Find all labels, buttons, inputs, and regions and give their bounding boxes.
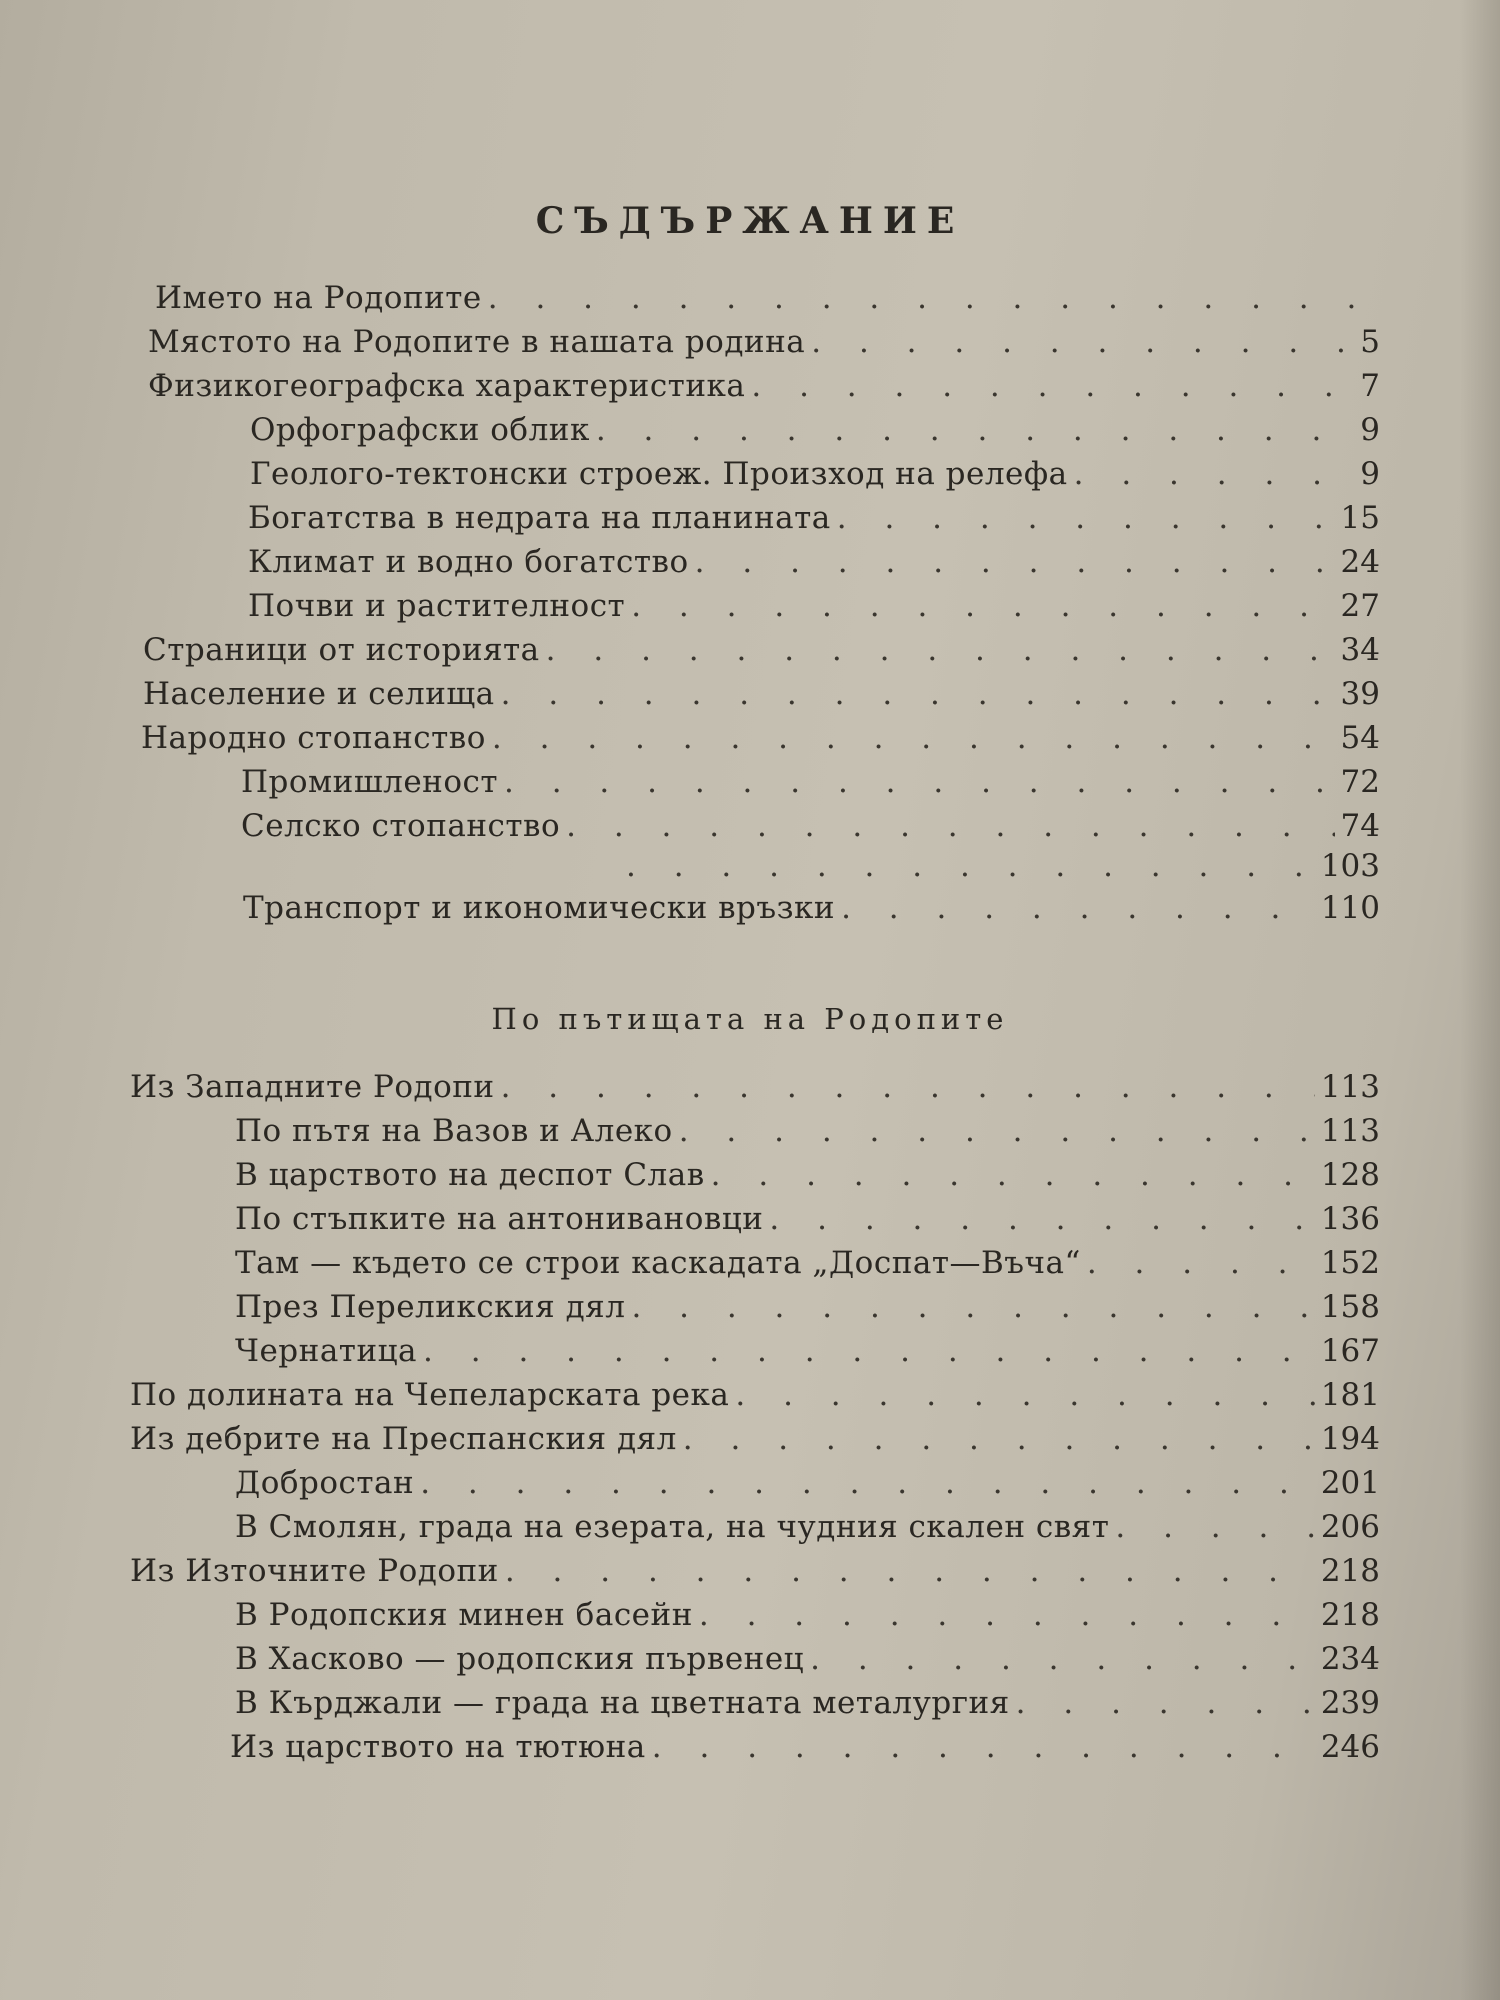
toc-entry[interactable]: [241, 762, 1380, 802]
toc-entry-label: Селско стопанство: [241, 808, 561, 844]
toc-entry-page: 218: [1320, 1553, 1380, 1589]
toc-entry[interactable]: [148, 322, 1380, 362]
toc-entry-label: По долината на Чепеларската река: [130, 1377, 730, 1413]
toc-entry-label: В Кърджали — града на цветната металургия: [235, 1685, 1010, 1721]
toc-entry-label: Из дебрите на Преспанския дял: [130, 1421, 677, 1457]
toc-entry[interactable]: [130, 1067, 1380, 1107]
toc-entry-page: 34: [1340, 632, 1380, 668]
toc-leader-dots: [501, 1067, 1315, 1107]
toc-entry[interactable]: [155, 278, 1380, 318]
toc-leader-dots: [769, 1199, 1314, 1239]
toc-entry-page: 9: [1360, 456, 1380, 492]
toc-entry-label: По пътя на Вазов и Алеко: [235, 1113, 673, 1149]
toc-entry[interactable]: [235, 1287, 1380, 1327]
toc-entry[interactable]: [235, 1199, 1380, 1239]
toc-leader-dots: [546, 630, 1335, 670]
toc-entry-label: Името на Родопите: [155, 280, 482, 316]
toc-entry-label: Геолого-тектонски строеж. Произход на релефа: [250, 456, 1068, 492]
toc-entry[interactable]: [235, 1331, 1380, 1371]
toc-leader-dots: [488, 278, 1354, 318]
toc-entry-page: 74: [1340, 808, 1380, 844]
toc-entry[interactable]: [235, 1463, 1380, 1503]
toc-entry[interactable]: [235, 1243, 1380, 1283]
toc-entry[interactable]: [130, 1419, 1380, 1459]
toc-leader-dots: [735, 1375, 1314, 1415]
toc-entry-page: 72: [1340, 764, 1380, 800]
toc-entry-page: 136: [1320, 1201, 1380, 1237]
toc-leader-dots: [1087, 1243, 1315, 1283]
toc-entry[interactable]: [130, 1551, 1380, 1591]
toc-leader-dots: [810, 1639, 1315, 1679]
toc-entry[interactable]: [143, 630, 1380, 670]
toc-entry-label: Там — където се строи каскадата „Доспат—Въча“: [235, 1245, 1081, 1281]
toc-entry-label: Богатства в недрата на планината: [248, 500, 831, 536]
toc-entry-label: По стъпките на антонивановци: [235, 1201, 764, 1237]
toc-entry-page: 167: [1320, 1333, 1380, 1369]
toc-entry[interactable]: [248, 542, 1380, 582]
toc-entry[interactable]: [248, 498, 1380, 538]
toc-entry-page: 234: [1320, 1641, 1380, 1677]
toc-leader-dots: [683, 1419, 1315, 1459]
toc-entry[interactable]: [130, 1375, 1380, 1415]
toc-entry-label: Транспорт и икономически връзки: [243, 890, 836, 926]
toc-entry-label: Добростан: [235, 1465, 415, 1501]
toc-leader-dots: [631, 1287, 1314, 1327]
toc-entry-page: 218: [1320, 1597, 1380, 1633]
toc-entry-label: Из Източните Родопи: [130, 1553, 499, 1589]
toc-entry-page: 110: [1320, 890, 1380, 926]
toc-entry-label: В Родопския минен басейн: [235, 1597, 693, 1633]
toc-entry-label: Почви и растителност: [248, 588, 626, 624]
toc-entry-page: 54: [1340, 720, 1380, 756]
toc-entry[interactable]: [235, 1507, 1380, 1547]
toc-section-2-title: По пътищата на Родопите: [491, 1002, 1009, 1036]
toc-entry[interactable]: [143, 674, 1380, 714]
toc-leader-dots: [492, 718, 1335, 758]
toc-entry-label: Население и селища: [143, 676, 495, 712]
toc-leader-dots: [626, 846, 1315, 886]
toc-leader-dots: [695, 542, 1335, 582]
toc-entry-label: В Хасково — родопския първенец: [235, 1641, 805, 1677]
toc-entry-page: 113: [1320, 1069, 1380, 1105]
toc-entry-label: В царството на деспот Слав: [235, 1157, 705, 1193]
toc-leader-dots: [811, 322, 1354, 362]
toc-entry-page: 246: [1320, 1729, 1380, 1765]
toc-entry-label: През Переликския дял: [235, 1289, 626, 1325]
toc-entry[interactable]: [141, 718, 1380, 758]
toc-entry-page: 7: [1360, 368, 1380, 404]
toc-entry-label: В Смолян, града на езерата, на чудния скален свят: [235, 1509, 1110, 1545]
toc-entry-page: 15: [1340, 500, 1380, 536]
toc-entry[interactable]: [235, 1111, 1380, 1151]
toc-leader-dots: [501, 674, 1335, 714]
toc-entry-page: 181: [1320, 1377, 1380, 1413]
toc-entry-page: 128: [1320, 1157, 1380, 1193]
toc-leader-dots: [631, 586, 1334, 626]
toc-entry-label: Орфографски облик: [250, 412, 590, 448]
toc-entry-label: Страници от историята: [143, 632, 540, 668]
toc-leader-dots: [652, 1727, 1315, 1767]
toc-leader-dots: [841, 888, 1315, 928]
toc-leader-dots: [423, 1331, 1315, 1371]
toc-entry-page: 39: [1340, 676, 1380, 712]
toc-leader-dots: [1074, 454, 1354, 494]
toc-leader-dots: [505, 1551, 1315, 1591]
toc-entry[interactable]: [230, 1727, 1380, 1767]
toc-title: СЪДЪРЖАНИЕ: [535, 200, 965, 242]
toc-leader-dots: [1115, 1507, 1314, 1547]
toc-entry-page: 24: [1340, 544, 1380, 580]
toc-entry-label: Промишленост: [241, 764, 499, 800]
toc-leader-dots: [1016, 1683, 1315, 1723]
toc-leader-dots: [679, 1111, 1315, 1151]
toc-entry-page: 103: [1320, 848, 1380, 884]
toc-entry[interactable]: [235, 1639, 1380, 1679]
toc-entry-page: 27: [1340, 588, 1380, 624]
toc-entry[interactable]: [235, 1683, 1380, 1723]
toc-entry[interactable]: [250, 454, 1380, 494]
toc-entry[interactable]: [235, 1595, 1380, 1635]
toc-leader-dots: [711, 1155, 1315, 1195]
toc-entry-label: Народно стопанство: [141, 720, 486, 756]
toc-entry-label: Мястото на Родопите в нашата родина: [148, 324, 806, 360]
toc-entry-page: 113: [1320, 1113, 1380, 1149]
toc-entry-page: 9: [1360, 412, 1380, 448]
toc-entry-page: 152: [1320, 1245, 1380, 1281]
toc-entry-label: Физикогеографска характеристика: [148, 368, 746, 404]
toc-entry[interactable]: [148, 366, 1380, 406]
toc-entry-page: 158: [1320, 1289, 1380, 1325]
toc-entry-page: 5: [1360, 324, 1380, 360]
toc-entry-label: Чернатица: [235, 1333, 418, 1369]
toc-entry[interactable]: [248, 586, 1380, 626]
toc-leader-dots: [420, 1463, 1315, 1503]
page-edge-shadow: [1460, 0, 1500, 2000]
toc-entry-page: 194: [1320, 1421, 1380, 1457]
toc-entry[interactable]: [250, 410, 1380, 450]
toc-entry-label: Из Западните Родопи: [130, 1069, 495, 1105]
toc-entry-page: 239: [1320, 1685, 1380, 1721]
toc-leader-dots: [596, 410, 1354, 450]
toc-leader-dots: [566, 806, 1334, 846]
toc-leader-dots: [699, 1595, 1315, 1635]
toc-entry-page: 206: [1320, 1509, 1380, 1545]
toc-entry[interactable]: [243, 888, 1380, 928]
toc-entry[interactable]: [241, 806, 1380, 846]
toc-entry-label: Климат и водно богатство: [248, 544, 689, 580]
toc-entry[interactable]: [620, 846, 1380, 886]
toc-entry-label: Из царството на тютюна: [230, 1729, 646, 1765]
toc-entry[interactable]: [235, 1155, 1380, 1195]
toc-leader-dots: [504, 762, 1335, 802]
toc-entry-page: 201: [1320, 1465, 1380, 1501]
toc-leader-dots: [837, 498, 1335, 538]
toc-leader-dots: [751, 366, 1354, 406]
